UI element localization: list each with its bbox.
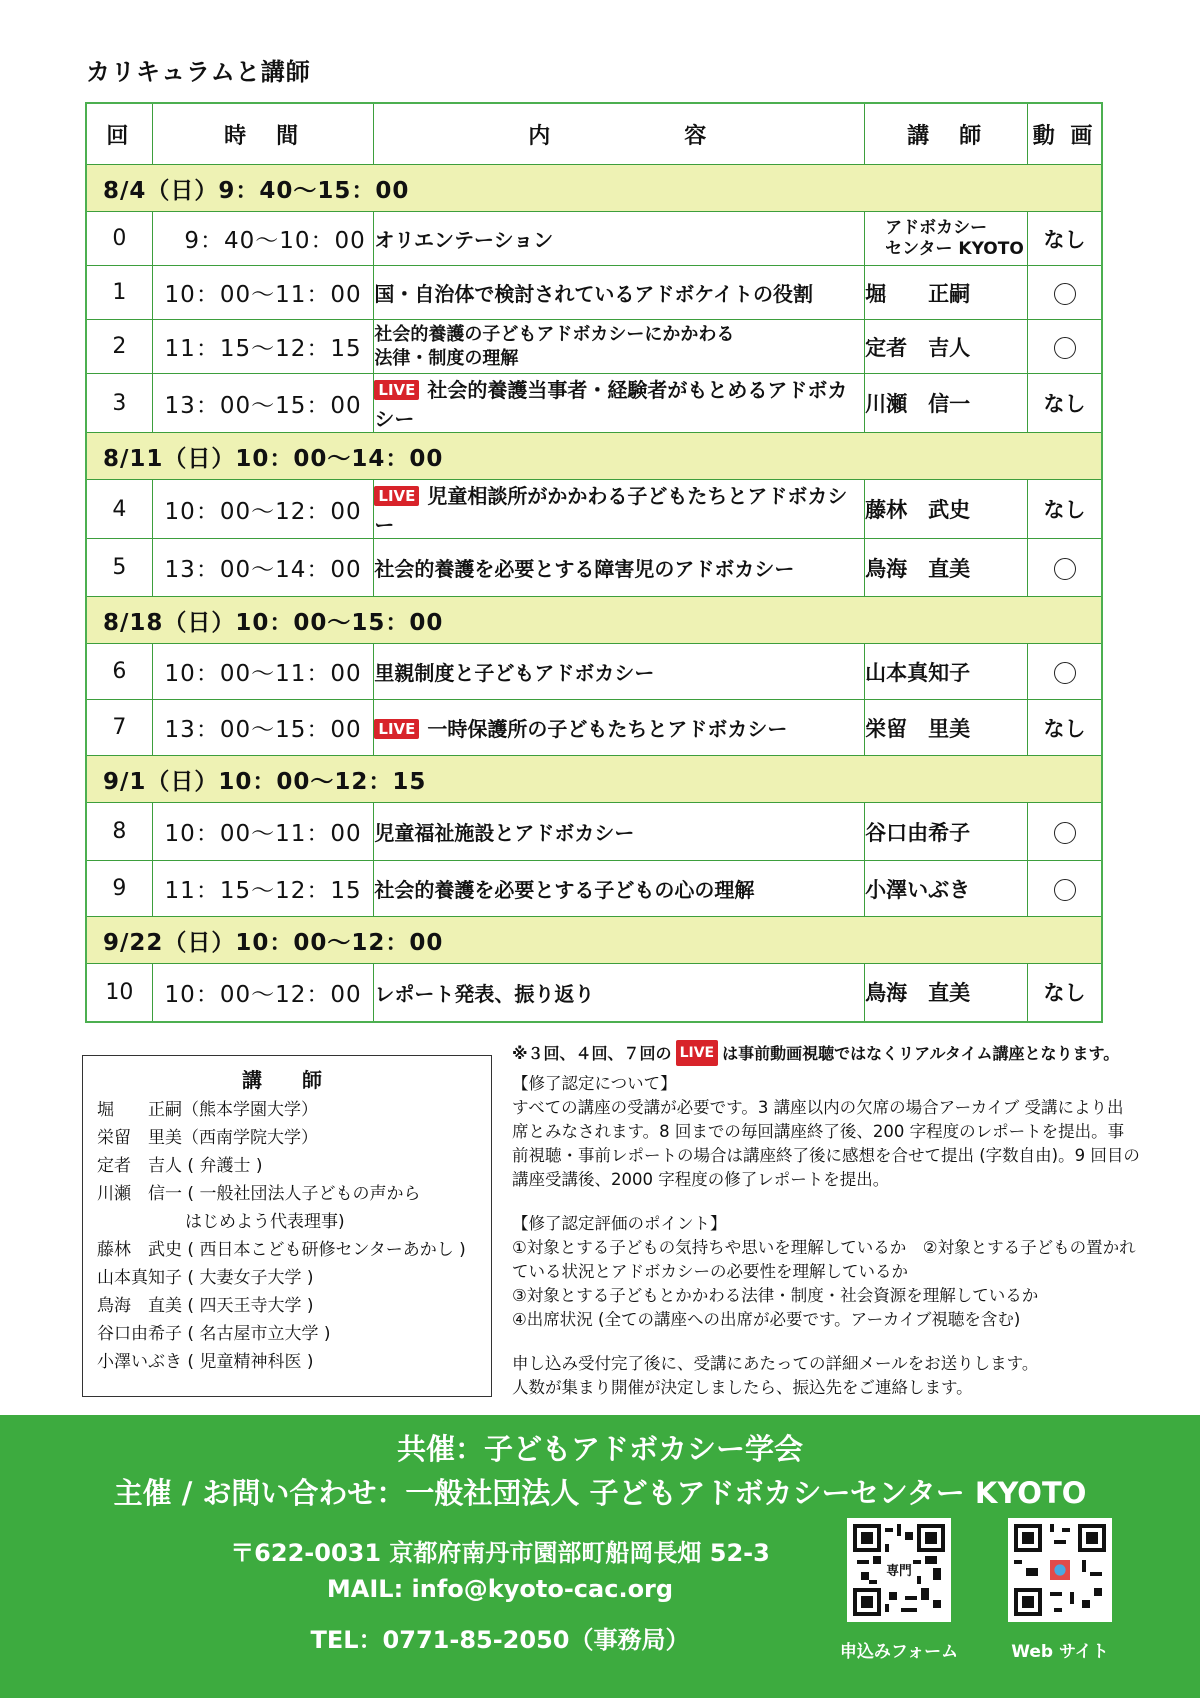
session-video (1028, 644, 1102, 700)
content-text: 社会的養護当事者・経験者がもとめるアドボカシー (374, 378, 848, 431)
session-lecturer (865, 212, 1028, 266)
point-item: ①対象とする子どもの気持ちや思いを理解しているか ②対象とする子どもの置かれている状況とアドボカシーの必要性を理解しているか (512, 1238, 1136, 1281)
session-time: 11：15〜12：15 (152, 320, 374, 374)
session-content: 国・自治体で検討されているアドボケイトの役割 (374, 266, 865, 320)
header-time: 時 間 (152, 103, 374, 165)
session-content (374, 480, 865, 539)
session-time: 10：00〜12：00 (152, 964, 374, 1022)
point-item: ③対象とする子どもとかかわる法律・制度・社会資源を理解しているか (512, 1286, 1039, 1305)
session-time: 10：00〜11：00 (152, 266, 374, 320)
session-content (374, 700, 865, 756)
lecturer-line: アドボカシー (885, 217, 988, 238)
session-row (86, 266, 1102, 320)
table-header-row (86, 103, 1102, 165)
footer (0, 1415, 1200, 1698)
available-circle-icon (1054, 283, 1076, 305)
session-video: なし (1028, 480, 1102, 539)
day-label: 8/11（日）10：00〜14：00 (86, 433, 1102, 480)
day-label: 8/4（日）9：40〜15：00 (86, 165, 1102, 212)
content-text: 一時保護所の子どもたちとアドボカシー (427, 717, 788, 741)
closing-text: 人数が集まり開催が決定しましたら、振込先をご連絡します。 (512, 1378, 973, 1397)
lecturer-item: 小澤いぶき ( 児童精神科医 ) (97, 1352, 314, 1372)
live-note-text: は事前動画視聴ではなくリアルタイム講座となります。 (722, 1044, 1120, 1063)
mail-link[interactable]: MAIL: info@kyoto-cac.org (326, 1575, 674, 1603)
session-num: 2 (86, 320, 152, 374)
session-content (374, 374, 865, 433)
session-content: 里親制度と子どもアドボカシー (374, 644, 865, 700)
session-content: 児童福祉施設とアドボカシー (374, 803, 865, 861)
session-content: オリエンテーション (374, 212, 865, 266)
available-circle-icon (1054, 558, 1076, 580)
content-line: 社会的養護の子どもアドボカシーにかかわる (374, 323, 735, 345)
qr-icon (853, 1524, 945, 1616)
session-num: 1 (86, 266, 152, 320)
available-circle-icon (1054, 879, 1076, 901)
live-badge: LIVE (676, 1040, 719, 1066)
session-time: 10：00〜11：00 (152, 644, 374, 700)
lecturer-item: 山本真知子 ( 大妻女子大学 ) (97, 1268, 314, 1288)
session-lecturer: 藤林 武史 (865, 480, 1028, 539)
live-badge: LIVE (374, 486, 419, 506)
lecturer-item: 堀 正嗣（熊本学園大学） (97, 1100, 318, 1120)
session-time: 9：40〜10：00 (152, 212, 374, 266)
session-time: 13：00〜15：00 (152, 700, 374, 756)
content-line: 法律・制度の理解 (374, 347, 519, 369)
session-row (86, 861, 1102, 917)
point-item: ④出席状況 (全ての講座への出席が必要です。アーカイブ視聴を含む) (512, 1310, 1021, 1329)
lecturer-item: 川瀬 信一 ( 一般社団法人子どもの声から (97, 1184, 421, 1204)
day-row (86, 433, 1102, 480)
lecturer-item: 定者 吉人 ( 弁護士 ) (97, 1156, 263, 1176)
day-label: 9/1（日）10：00〜12：15 (86, 756, 1102, 803)
session-video: なし (1028, 374, 1102, 433)
day-row (86, 597, 1102, 644)
session-row (86, 320, 1102, 374)
session-lecturer: 谷口由希子 (865, 803, 1028, 861)
session-row (86, 374, 1102, 433)
content-text: 児童相談所がかかわる子どもたちとアドボカシー (374, 484, 848, 537)
session-row (86, 644, 1102, 700)
session-row (86, 212, 1102, 266)
session-time: 10：00〜11：00 (152, 803, 374, 861)
session-num: 3 (86, 374, 152, 433)
cert-body: すべての講座の受講が必要です。3 講座以内の欠席の場合アーカイブ 受講により出席とみなされます。8 回までの毎回講座終了後、200 字程度のレポートを提出。事前視聴・事前レポートの場合は講座終了後に感想を合せて提出 (字数自由)。9 回目の講座受講後、2000 字程度の修了レポートを提出。 (512, 1098, 1140, 1189)
qr-center-label: 専門 (886, 1564, 912, 1580)
session-video (1028, 266, 1102, 320)
lecturer-list-title: 講 師 (242, 1068, 332, 1092)
session-time: 11：15〜12：15 (152, 861, 374, 917)
closing-text: 申し込み受付完了後に、受講にあたっての詳細メールをお送りします。 (512, 1354, 1039, 1373)
qr-code-website[interactable] (1008, 1518, 1112, 1622)
session-lecturer: 山本真知子 (865, 644, 1028, 700)
session-time: 10：00〜12：00 (152, 480, 374, 539)
session-num: 6 (86, 644, 152, 700)
session-video: なし (1028, 700, 1102, 756)
lecturer-item: 鳥海 直美 ( 四天王寺大学 ) (97, 1296, 314, 1316)
lecturer-item: 栄留 里美（西南学院大学） (97, 1128, 318, 1148)
session-video (1028, 803, 1102, 861)
session-row (86, 480, 1102, 539)
day-row (86, 165, 1102, 212)
live-badge: LIVE (374, 380, 419, 400)
lecturer-line: センター KYOTO (885, 238, 1024, 259)
tel-text: TEL：0771-85-2050（事務局） (310, 1626, 690, 1654)
session-lecturer: 定者 吉人 (865, 320, 1028, 374)
available-circle-icon (1054, 337, 1076, 359)
qr-code-application-form[interactable] (847, 1518, 951, 1622)
session-num: 9 (86, 861, 152, 917)
session-video (1028, 320, 1102, 374)
session-lecturer: 鳥海 直美 (865, 964, 1028, 1022)
available-circle-icon (1054, 822, 1076, 844)
session-content: 社会的養護を必要とする子どもの心の理解 (374, 861, 865, 917)
session-lecturer: 鳥海 直美 (865, 539, 1028, 597)
session-num: 5 (86, 539, 152, 597)
header-content: 内 容 (374, 103, 865, 165)
day-label: 9/22（日）10：00〜12：00 (86, 917, 1102, 964)
session-lecturer: 川瀬 信一 (865, 374, 1028, 433)
session-lecturer: 小澤いぶき (865, 861, 1028, 917)
session-video: なし (1028, 964, 1102, 1022)
session-row (86, 700, 1102, 756)
session-content: レポート発表、振り返り (374, 964, 865, 1022)
lecturer-item: 谷口由希子 ( 名古屋市立大学 ) (97, 1324, 331, 1344)
notes-section (512, 1040, 1140, 1400)
header-lecturer: 講 師 (865, 103, 1028, 165)
session-row (86, 539, 1102, 597)
lecturer-list-box (82, 1055, 492, 1397)
available-circle-icon (1054, 662, 1076, 684)
session-video: なし (1028, 212, 1102, 266)
session-num: 10 (86, 964, 152, 1022)
session-num: 7 (86, 700, 152, 756)
co-host-text: 共催：子どもアドボカシー学会 (396, 1432, 803, 1466)
header-video: 動 画 (1028, 103, 1102, 165)
curriculum-table (85, 102, 1103, 1023)
session-row (86, 964, 1102, 1022)
live-note-text: ※３回、４回、７回の (512, 1044, 672, 1063)
day-label: 8/18（日）10：00〜15：00 (86, 597, 1102, 644)
day-row (86, 756, 1102, 803)
session-content (374, 320, 865, 374)
session-num: 0 (86, 212, 152, 266)
points-heading: 【修了認定評価のポイント】 (512, 1214, 727, 1233)
qr-icon (1014, 1524, 1106, 1616)
session-content: 社会的養護を必要とする障害児のアドボカシー (374, 539, 865, 597)
session-time: 13：00〜15：00 (152, 374, 374, 433)
qr-label-website: Web サイト (1011, 1642, 1109, 1662)
session-num: 8 (86, 803, 152, 861)
page-title: カリキュラムと講師 (86, 58, 311, 86)
header-num: 回 (86, 103, 152, 165)
address: 〒622-0031 京都府南丹市園部町船岡長畑 52-3 (230, 1539, 770, 1567)
session-time: 13：00〜14：00 (152, 539, 374, 597)
host-text: 主催 / お問い合わせ：一般社団法人 子どもアドボカシーセンター KYOTO (113, 1476, 1087, 1510)
session-video (1028, 861, 1102, 917)
session-lecturer: 栄留 里美 (865, 700, 1028, 756)
live-badge: LIVE (374, 719, 419, 739)
qr-label-form: 申込みフォーム (839, 1642, 959, 1662)
live-note (512, 1040, 1140, 1066)
cert-heading: 【修了認定について】 (512, 1074, 677, 1093)
day-row (86, 917, 1102, 964)
lecturer-item: はじめよう代表理事) (185, 1212, 345, 1232)
session-row (86, 803, 1102, 861)
session-num: 4 (86, 480, 152, 539)
session-video (1028, 539, 1102, 597)
lecturer-item: 藤林 武史 ( 西日本こども研修センターあかし ) (97, 1240, 466, 1260)
session-lecturer: 堀 正嗣 (865, 266, 1028, 320)
